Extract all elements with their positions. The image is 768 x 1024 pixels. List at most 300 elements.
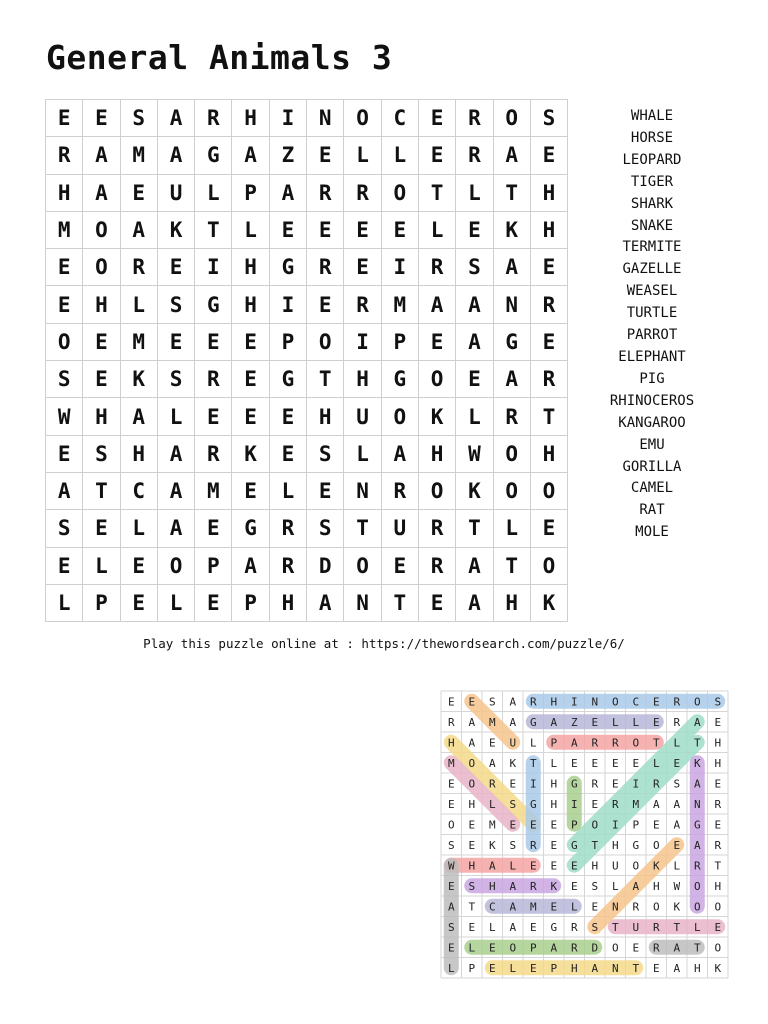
grid-cell[interactable]: O <box>418 361 455 398</box>
grid-cell[interactable]: A <box>307 584 344 621</box>
answer-letter: E <box>652 961 660 975</box>
answer-letter: T <box>632 961 640 975</box>
grid-cell[interactable]: E <box>344 211 381 248</box>
grid-cell[interactable]: S <box>120 100 157 137</box>
answer-letter: N <box>611 961 619 975</box>
answer-letter: H <box>714 756 722 770</box>
grid-cell[interactable]: R <box>195 100 232 137</box>
grid-cell[interactable]: E <box>530 137 567 174</box>
grid-cell[interactable]: E <box>232 361 269 398</box>
answer-letter: H <box>468 859 476 873</box>
grid-cell[interactable]: A <box>157 100 194 137</box>
answer-letter: A <box>509 900 517 914</box>
grid-cell[interactable]: M <box>46 211 83 248</box>
grid-cell[interactable]: D <box>307 547 344 584</box>
grid-cell[interactable]: E <box>83 361 120 398</box>
grid-cell[interactable]: A <box>157 435 194 472</box>
grid-cell[interactable]: O <box>493 100 530 137</box>
grid-cell[interactable]: S <box>530 100 567 137</box>
grid-cell[interactable]: K <box>120 361 157 398</box>
grid-cell[interactable]: S <box>46 361 83 398</box>
grid-cell[interactable]: L <box>120 510 157 547</box>
grid-cell[interactable]: T <box>83 472 120 509</box>
grid-cell[interactable]: O <box>418 472 455 509</box>
answer-letter: M <box>488 818 496 832</box>
grid-cell[interactable]: N <box>307 100 344 137</box>
grid-cell[interactable]: E <box>195 398 232 435</box>
grid-cell[interactable]: A <box>418 286 455 323</box>
grid-cell[interactable]: M <box>120 137 157 174</box>
grid-cell[interactable]: E <box>157 249 194 286</box>
grid-cell[interactable]: P <box>83 584 120 621</box>
answer-letter: C <box>488 900 496 914</box>
grid-cell[interactable]: K <box>232 435 269 472</box>
grid-cell[interactable]: T <box>493 174 530 211</box>
grid-cell[interactable]: R <box>493 398 530 435</box>
grid-cell[interactable]: E <box>307 286 344 323</box>
grid-cell[interactable]: S <box>307 435 344 472</box>
grid-cell[interactable]: A <box>493 249 530 286</box>
grid-cell[interactable]: L <box>83 547 120 584</box>
grid-cell[interactable]: T <box>381 584 418 621</box>
grid-row <box>46 249 568 286</box>
answer-letter: E <box>550 859 558 873</box>
answer-letter: O <box>447 818 455 832</box>
answer-letter: A <box>693 777 701 791</box>
answer-letter: L <box>652 756 660 770</box>
grid-cell[interactable]: E <box>195 323 232 360</box>
grid-cell[interactable]: P <box>381 323 418 360</box>
grid-row <box>46 323 568 360</box>
answer-letter: W <box>447 859 455 873</box>
grid-cell[interactable]: P <box>195 547 232 584</box>
grid-cell[interactable]: H <box>232 286 269 323</box>
answer-letter: E <box>488 736 496 750</box>
grid-cell[interactable]: R <box>418 547 455 584</box>
grid-row <box>46 137 568 174</box>
answer-letter: P <box>468 961 476 975</box>
grid-cell[interactable]: K <box>456 472 493 509</box>
grid-cell[interactable]: E <box>46 547 83 584</box>
answer-letter: K <box>693 756 701 770</box>
grid-cell[interactable]: I <box>381 249 418 286</box>
grid-cell[interactable]: N <box>344 584 381 621</box>
grid-cell[interactable]: M <box>381 286 418 323</box>
grid-cell[interactable]: O <box>530 547 567 584</box>
grid-cell[interactable]: W <box>46 398 83 435</box>
grid-cell[interactable]: E <box>120 584 157 621</box>
grid-cell[interactable]: E <box>120 547 157 584</box>
grid-cell[interactable]: R <box>307 249 344 286</box>
grid-cell[interactable]: T <box>418 174 455 211</box>
grid-cell[interactable]: H <box>46 174 83 211</box>
answer-letter: A <box>447 900 455 914</box>
answer-letter: O <box>611 695 619 709</box>
word-list-item: ELEPHANT <box>618 348 686 365</box>
grid-cell[interactable]: L <box>381 137 418 174</box>
grid-cell[interactable]: I <box>344 323 381 360</box>
grid-cell[interactable]: E <box>530 323 567 360</box>
answer-letter: E <box>447 879 455 893</box>
grid-cell[interactable]: N <box>493 286 530 323</box>
answer-letter: E <box>591 900 599 914</box>
grid-cell[interactable]: L <box>157 584 194 621</box>
grid-row <box>46 547 568 584</box>
answer-letter: A <box>488 859 496 873</box>
grid-cell[interactable]: A <box>269 174 306 211</box>
grid-cell[interactable]: E <box>232 323 269 360</box>
grid-cell[interactable]: L <box>269 472 306 509</box>
answer-letter: O <box>632 736 640 750</box>
grid-cell[interactable]: O <box>530 472 567 509</box>
answer-letter: R <box>591 777 599 791</box>
grid-cell[interactable]: K <box>530 584 567 621</box>
answer-letter: G <box>693 818 701 832</box>
grid-cell[interactable]: L <box>195 174 232 211</box>
grid-cell[interactable]: E <box>269 435 306 472</box>
grid-cell[interactable]: H <box>493 584 530 621</box>
grid-cell[interactable]: R <box>418 249 455 286</box>
answer-letter: H <box>550 695 558 709</box>
grid-cell[interactable]: E <box>232 472 269 509</box>
answer-letter: I <box>632 777 640 791</box>
answer-letter: T <box>591 838 599 852</box>
answer-letter: E <box>509 777 517 791</box>
grid-cell[interactable]: A <box>456 584 493 621</box>
grid-cell[interactable]: A <box>120 211 157 248</box>
grid-cell[interactable]: R <box>195 435 232 472</box>
grid-cell[interactable]: E <box>456 361 493 398</box>
answer-letter: L <box>570 900 578 914</box>
grid-cell[interactable]: R <box>456 137 493 174</box>
grid-cell[interactable]: H <box>344 361 381 398</box>
grid-cell[interactable]: E <box>381 547 418 584</box>
grid-cell[interactable]: R <box>530 361 567 398</box>
grid-cell[interactable]: L <box>344 137 381 174</box>
grid-cell[interactable]: E <box>120 174 157 211</box>
grid-cell[interactable]: E <box>232 398 269 435</box>
grid-row <box>46 398 568 435</box>
answer-letter: E <box>714 777 722 791</box>
grid-cell[interactable]: O <box>46 323 83 360</box>
grid-cell[interactable]: A <box>456 286 493 323</box>
answer-letter: O <box>652 900 660 914</box>
grid-cell[interactable]: C <box>381 100 418 137</box>
grid-cell[interactable]: R <box>269 510 306 547</box>
grid-cell[interactable]: E <box>46 100 83 137</box>
grid-cell[interactable]: O <box>493 472 530 509</box>
grid-cell[interactable]: T <box>195 211 232 248</box>
grid-cell[interactable]: R <box>381 472 418 509</box>
answer-letter: E <box>652 715 660 729</box>
grid-cell[interactable]: S <box>83 435 120 472</box>
grid-cell[interactable]: I <box>269 286 306 323</box>
grid-cell[interactable]: M <box>195 472 232 509</box>
grid-cell[interactable]: S <box>456 249 493 286</box>
word-list-item: RHINOCEROS <box>609 392 695 409</box>
grid-cell[interactable]: T <box>344 510 381 547</box>
answer-letter: L <box>693 920 701 934</box>
answer-letter: E <box>591 756 599 770</box>
answer-letter: K <box>488 838 496 852</box>
answer-letter: H <box>468 797 476 811</box>
grid-cell[interactable]: A <box>157 510 194 547</box>
grid-cell[interactable]: E <box>381 211 418 248</box>
grid-cell[interactable]: A <box>381 435 418 472</box>
answer-letter: O <box>468 777 476 791</box>
grid-cell[interactable]: G <box>493 323 530 360</box>
grid-cell[interactable]: A <box>456 547 493 584</box>
grid-cell[interactable]: E <box>195 584 232 621</box>
grid-cell[interactable]: R <box>195 361 232 398</box>
grid-cell[interactable]: E <box>456 211 493 248</box>
grid-cell[interactable]: C <box>120 472 157 509</box>
grid-cell[interactable]: U <box>344 398 381 435</box>
grid-cell[interactable]: I <box>269 100 306 137</box>
grid-cell[interactable]: L <box>232 211 269 248</box>
grid-cell[interactable]: E <box>269 211 306 248</box>
grid-cell[interactable]: E <box>418 323 455 360</box>
grid-cell[interactable]: W <box>456 435 493 472</box>
grid-cell[interactable]: E <box>269 398 306 435</box>
grid-cell[interactable]: E <box>157 323 194 360</box>
answer-letter: A <box>509 920 517 934</box>
answer-letter: A <box>693 838 701 852</box>
grid-cell[interactable]: R <box>307 174 344 211</box>
answer-letter: S <box>591 879 599 893</box>
grid-cell[interactable]: O <box>83 249 120 286</box>
grid-cell[interactable]: L <box>120 286 157 323</box>
grid-cell[interactable]: A <box>83 174 120 211</box>
grid-cell[interactable]: Z <box>269 137 306 174</box>
grid-cell[interactable]: E <box>344 249 381 286</box>
answer-letter: S <box>468 879 476 893</box>
grid-cell[interactable]: E <box>83 323 120 360</box>
grid-cell[interactable]: H <box>530 435 567 472</box>
puzzle-grid[interactable] <box>45 99 568 622</box>
answer-letter: K <box>714 961 722 975</box>
grid-row <box>46 472 568 509</box>
answer-letter: R <box>529 879 537 893</box>
grid-cell[interactable]: P <box>232 174 269 211</box>
grid-cell[interactable]: K <box>493 211 530 248</box>
grid-cell[interactable]: E <box>307 472 344 509</box>
grid-cell[interactable]: G <box>195 286 232 323</box>
grid-cell[interactable]: G <box>232 510 269 547</box>
grid-cell[interactable]: E <box>418 100 455 137</box>
grid-cell[interactable]: G <box>269 361 306 398</box>
answer-letter: A <box>468 715 476 729</box>
grid-cell[interactable]: A <box>157 472 194 509</box>
grid-cell[interactable]: A <box>120 398 157 435</box>
grid-cell[interactable]: E <box>307 137 344 174</box>
answer-letter: H <box>570 961 578 975</box>
answer-letter: H <box>611 838 619 852</box>
grid-cell[interactable]: L <box>456 398 493 435</box>
grid-cell[interactable]: E <box>46 249 83 286</box>
grid-cell[interactable]: E <box>83 510 120 547</box>
grid-cell[interactable]: L <box>157 398 194 435</box>
grid-cell[interactable]: L <box>344 435 381 472</box>
answer-letter: E <box>447 941 455 955</box>
grid-cell[interactable]: R <box>344 286 381 323</box>
grid-cell[interactable]: E <box>46 435 83 472</box>
grid-cell[interactable]: H <box>120 435 157 472</box>
grid-cell[interactable]: S <box>46 510 83 547</box>
grid-cell[interactable]: I <box>195 249 232 286</box>
grid-cell[interactable]: M <box>120 323 157 360</box>
grid-cell[interactable]: A <box>456 323 493 360</box>
grid-cell[interactable]: A <box>46 472 83 509</box>
grid-cell[interactable]: H <box>269 584 306 621</box>
grid-cell[interactable]: H <box>83 286 120 323</box>
answer-letter: R <box>611 736 619 750</box>
grid-cell[interactable]: K <box>157 211 194 248</box>
grid-cell[interactable]: O <box>344 100 381 137</box>
answer-letter: E <box>591 715 599 729</box>
grid-cell[interactable]: H <box>530 174 567 211</box>
answer-letter: N <box>693 797 701 811</box>
word-list-item: PIG <box>639 370 665 387</box>
grid-cell[interactable]: L <box>493 510 530 547</box>
grid-cell[interactable]: S <box>157 286 194 323</box>
answer-letter: A <box>693 715 701 729</box>
answer-letter: E <box>550 900 558 914</box>
grid-cell[interactable]: G <box>195 137 232 174</box>
grid-cell[interactable]: E <box>530 510 567 547</box>
answer-letter: D <box>591 941 599 955</box>
grid-cell[interactable]: T <box>307 361 344 398</box>
grid-cell[interactable]: A <box>493 137 530 174</box>
answer-letter: A <box>591 961 599 975</box>
grid-cell[interactable]: E <box>418 584 455 621</box>
grid-cell[interactable]: H <box>418 435 455 472</box>
grid-cell[interactable]: E <box>195 510 232 547</box>
answer-letter: N <box>611 900 619 914</box>
word-list-item: TIGER <box>630 173 674 190</box>
answer-letter: G <box>550 920 558 934</box>
grid-cell[interactable]: A <box>493 361 530 398</box>
answer-letter: C <box>632 695 640 709</box>
footer-link-text[interactable]: Play this puzzle online at : https://thewordsearch.com/puzzle/6/ <box>143 636 625 651</box>
grid-cell[interactable]: O <box>381 174 418 211</box>
grid-cell[interactable]: H <box>83 398 120 435</box>
grid-row <box>46 286 568 323</box>
answer-letter: U <box>611 859 619 873</box>
answer-letter: P <box>550 961 558 975</box>
grid-cell[interactable]: R <box>269 547 306 584</box>
word-list-item: RAT <box>639 502 665 519</box>
grid-cell[interactable]: O <box>157 547 194 584</box>
grid-cell[interactable]: R <box>120 249 157 286</box>
word-list-item: GORILLA <box>622 458 682 475</box>
answer-letter: P <box>550 736 558 750</box>
grid-cell[interactable]: A <box>157 137 194 174</box>
answer-letter: R <box>714 838 722 852</box>
grid-cell[interactable]: R <box>456 100 493 137</box>
grid-cell[interactable]: O <box>493 435 530 472</box>
answer-letter: H <box>714 736 722 750</box>
answer-letter: E <box>468 920 476 934</box>
answer-letter: P <box>570 818 578 832</box>
grid-cell[interactable]: A <box>83 137 120 174</box>
answer-letter: G <box>529 797 537 811</box>
grid-cell[interactable]: K <box>418 398 455 435</box>
answer-letter: A <box>673 797 681 811</box>
grid-cell[interactable]: L <box>456 174 493 211</box>
grid-cell[interactable]: A <box>232 547 269 584</box>
grid-row <box>46 361 568 398</box>
grid-cell[interactable]: E <box>307 211 344 248</box>
grid-cell[interactable]: E <box>418 137 455 174</box>
grid-cell[interactable]: A <box>232 137 269 174</box>
grid-cell[interactable]: E <box>46 286 83 323</box>
grid-cell[interactable]: O <box>307 323 344 360</box>
grid-cell[interactable]: R <box>418 510 455 547</box>
word-list-item: EMU <box>639 436 665 453</box>
answer-letter: P <box>529 941 537 955</box>
grid-cell[interactable]: U <box>381 510 418 547</box>
grid-cell[interactable]: N <box>344 472 381 509</box>
grid-cell[interactable]: R <box>46 137 83 174</box>
word-list-item: KANGAROO <box>618 414 686 431</box>
grid-cell[interactable]: P <box>269 323 306 360</box>
answer-letter: L <box>611 715 619 729</box>
grid-cell[interactable]: O <box>344 547 381 584</box>
answer-letter: E <box>447 797 455 811</box>
grid-cell[interactable]: O <box>381 398 418 435</box>
grid-cell[interactable]: T <box>493 547 530 584</box>
grid-cell[interactable]: R <box>530 286 567 323</box>
grid-cell[interactable]: T <box>530 398 567 435</box>
grid-cell[interactable]: R <box>344 174 381 211</box>
answer-letter: A <box>468 736 476 750</box>
grid-cell[interactable]: P <box>232 584 269 621</box>
grid-cell[interactable]: S <box>307 510 344 547</box>
answer-letter: L <box>468 941 476 955</box>
grid-cell[interactable]: O <box>83 211 120 248</box>
grid-cell[interactable]: E <box>530 249 567 286</box>
grid-cell[interactable]: L <box>418 211 455 248</box>
answer-letter: O <box>652 838 660 852</box>
answer-letter: K <box>652 859 660 873</box>
grid-cell[interactable]: G <box>269 249 306 286</box>
grid-cell[interactable]: L <box>46 584 83 621</box>
answer-key-grid <box>438 688 731 975</box>
grid-cell[interactable]: H <box>307 398 344 435</box>
grid-cell[interactable]: U <box>157 174 194 211</box>
grid-row <box>46 174 568 211</box>
answer-letter: E <box>611 756 619 770</box>
answer-letter: A <box>509 695 517 709</box>
answer-letter: H <box>714 879 722 893</box>
answer-letter: O <box>693 879 701 893</box>
answer-letter: E <box>529 920 537 934</box>
grid-cell[interactable]: T <box>456 510 493 547</box>
answer-letter: R <box>693 859 701 873</box>
answer-letter: G <box>632 838 640 852</box>
answer-letter: E <box>447 695 455 709</box>
grid-cell[interactable]: G <box>381 361 418 398</box>
grid-cell[interactable]: H <box>232 249 269 286</box>
grid-cell[interactable]: S <box>157 361 194 398</box>
answer-letter: E <box>570 859 578 873</box>
grid-cell[interactable]: H <box>232 100 269 137</box>
grid-cell[interactable]: E <box>83 100 120 137</box>
word-list-item: MOLE <box>635 524 669 541</box>
word-list-item: CAMEL <box>630 480 674 497</box>
grid-cell[interactable]: H <box>530 211 567 248</box>
